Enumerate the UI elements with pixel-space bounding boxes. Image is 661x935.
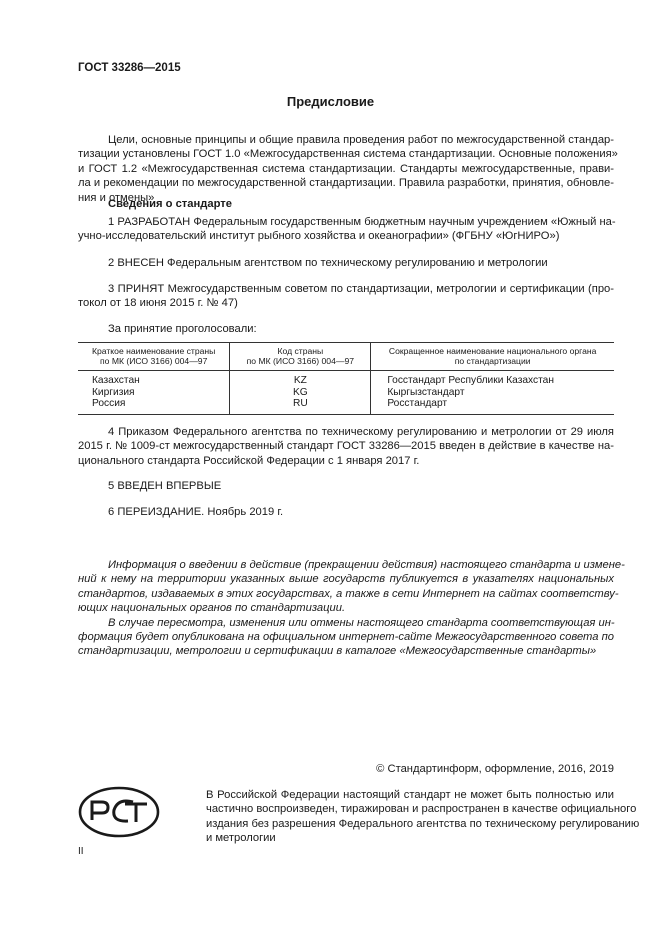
cell-code: RU bbox=[230, 398, 371, 414]
item-order bbox=[78, 425, 614, 468]
table-header-row bbox=[78, 343, 614, 371]
item-line: 5 ВВЕДЕН ВПЕРВЫЕ bbox=[108, 480, 222, 492]
info-notice bbox=[78, 558, 625, 659]
item-line: 1 РАЗРАБОТАН Федеральным государственным бюджетным научным учреждением «Южный на- bbox=[108, 216, 616, 228]
cell-body: Госстандарт Республики Казахстан bbox=[371, 371, 614, 387]
page-title: Предисловие bbox=[286, 94, 375, 109]
intro-line: Цели, основные принципы и общие правила проведения работ по межгосударственной стандар- bbox=[108, 134, 614, 146]
reproduction-notice bbox=[206, 788, 640, 846]
item-developed bbox=[78, 215, 614, 244]
table-row bbox=[78, 371, 614, 387]
notice-line: частично воспроизведен, тиражирован и распространен в качестве официального bbox=[206, 803, 637, 816]
cell-country: Казахстан bbox=[92, 375, 140, 386]
intro-line: и ГОСТ 1.2 «Межгосударственная система стандартизации. Стандарты межгосударственные, прави- bbox=[78, 162, 614, 175]
gost-r-certification-mark-icon bbox=[78, 786, 160, 838]
notice-line: В Российской Федерации настоящий стандарт не может быть полностью или bbox=[206, 789, 614, 801]
notice-line: и метрологии bbox=[206, 832, 276, 845]
intro-line: ния и отмены» bbox=[78, 191, 155, 204]
info-line: Информация о введении в действие (прекращении действия) настоящего стандарта и измене- bbox=[108, 559, 625, 571]
item-first-introduced bbox=[78, 479, 614, 493]
cell-code: KG bbox=[230, 387, 371, 399]
cell-country: Киргизия bbox=[92, 386, 135, 398]
item-adopted bbox=[78, 282, 614, 311]
cell-body: Росстандарт bbox=[371, 398, 614, 414]
item-line: 2015 г. № 1009-ст межгосударственный стандарт ГОСТ 33286—2015 введен в действие в качестве на- bbox=[78, 440, 614, 453]
info-line: формация будет опубликована на официальном интернет-сайте Межгосударственного совета по bbox=[78, 631, 614, 644]
item-submitted bbox=[78, 256, 614, 270]
item-line: 3 ПРИНЯТ Межгосударственным советом по стандартизации, метрологии и сертификации (про- bbox=[108, 283, 614, 295]
item-line: токол от 18 июня 2015 г. № 47) bbox=[78, 297, 238, 310]
intro-paragraph bbox=[78, 133, 618, 205]
item-line: 4 Приказом Федерального агентства по техническому регулированию и метрологии от 29 июля bbox=[108, 426, 614, 438]
item-line: 6 ПЕРЕИЗДАНИЕ. Ноябрь 2019 г. bbox=[108, 506, 284, 518]
item-line: учно-исследовательский институт рыбного хозяйства и океанографии» (ФГБНУ «ЮгНИРО») bbox=[78, 230, 560, 243]
intro-line: тизации установлены ГОСТ 1.0 «Межгосударственная система стандартизации. Основные положения» bbox=[78, 148, 618, 161]
voted-label bbox=[78, 322, 614, 336]
cell-body: Кыргызстандарт bbox=[371, 387, 614, 399]
info-line: В случае пересмотра, изменения или отмены настоящего стандарта соответствующая ин- bbox=[108, 616, 615, 629]
cell-code: KZ bbox=[230, 371, 371, 387]
item-line: За принятие проголосовали: bbox=[108, 323, 257, 335]
column-header-code: Код страны по МК (ИСО 3166) 004—97 bbox=[230, 343, 371, 371]
column-header-country: Краткое наименование страны по МК (ИСО 3166) 004—97 bbox=[78, 343, 230, 371]
column-header-body: Сокращенное наименование национального органа по стандартизации bbox=[371, 343, 614, 371]
section-title: Сведения о стандарте bbox=[108, 198, 232, 210]
info-line: ющих национальных органов по стандартизации. bbox=[78, 602, 346, 615]
info-line: стандартов, издаваемых в этих государствах, а также в сети Интернет на сайтах соответству- bbox=[78, 587, 619, 600]
voting-countries-table bbox=[78, 342, 614, 415]
item-line: 2 ВНЕСЕН Федеральным агентством по техническому регулированию и метрологии bbox=[108, 257, 548, 269]
intro-line: ла и рекомендации по межгосударственной стандартизации. Правила разработки, принятия, обновле- bbox=[78, 177, 614, 190]
info-line: стандартизации, метрологии и сертификации в каталоге «Межгосударственные стандарты» bbox=[78, 645, 597, 658]
table-row bbox=[78, 398, 614, 414]
item-reissue bbox=[78, 505, 614, 519]
notice-line: издания без разрешения Федерального агентства по техническому регулированию bbox=[206, 817, 640, 830]
info-line: ний к нему на территории указанных выше государств публикуется в указателях национальных bbox=[78, 573, 614, 586]
item-line: ционального стандарта Российской Федерации с 1 января 2017 г. bbox=[78, 454, 420, 467]
document-id: ГОСТ 33286—2015 bbox=[78, 62, 181, 74]
cell-country: Россия bbox=[78, 398, 230, 414]
table-row bbox=[78, 387, 614, 399]
copyright-notice: © Стандартинформ, оформление, 2016, 2019 bbox=[376, 763, 614, 775]
page-number: II bbox=[78, 846, 84, 857]
